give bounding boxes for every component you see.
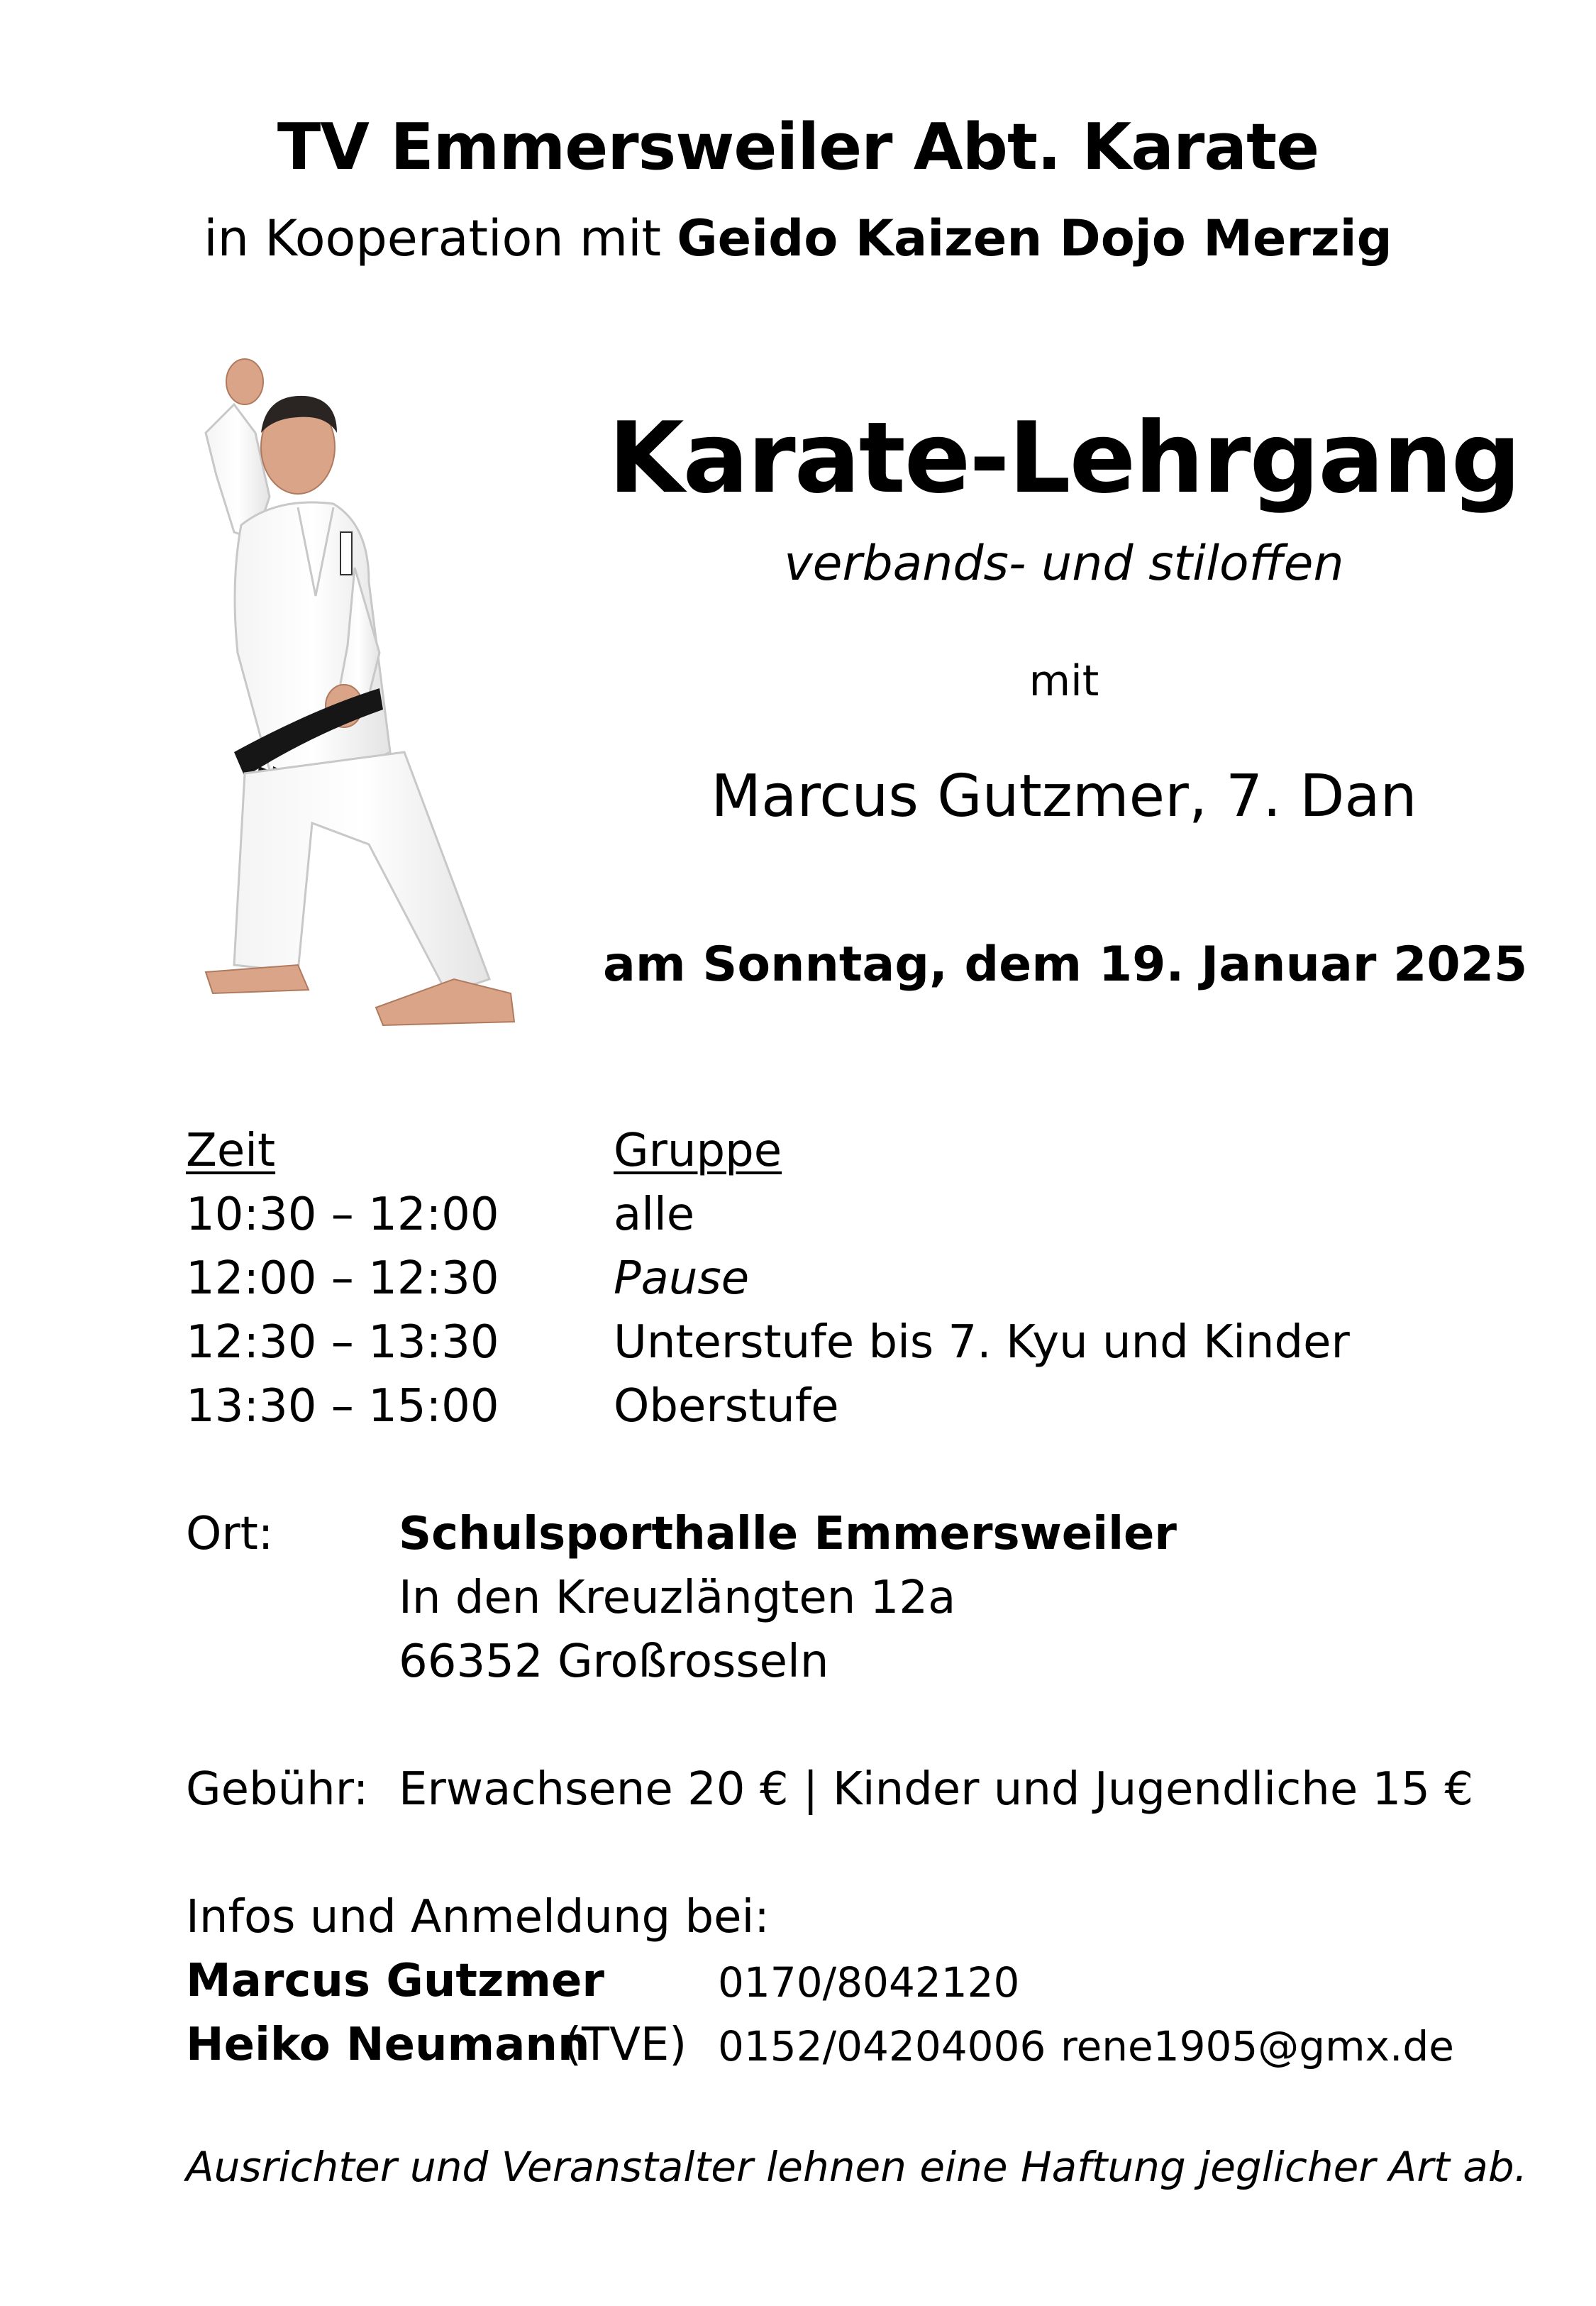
event-teacher: Marcus Gutzmer, 7. Dan [711,763,1417,830]
schedule-row-time: 10:30 – 12:00 [186,1188,499,1241]
schedule-time-header: Zeit [186,1125,276,1177]
schedule-row-time: 12:00 – 12:30 [186,1252,499,1305]
karateka-photo [192,355,525,1036]
schedule-row-group: Pause [614,1252,750,1305]
location-city: 66352 Großrosseln [399,1635,829,1688]
schedule-row-time: 12:30 – 13:30 [186,1316,499,1369]
cooperation-line [0,209,1596,267]
location-name: Schulsporthalle Emmersweiler [399,1508,1177,1560]
club-title: TV Emmersweiler Abt. Karate [277,110,1319,184]
contact-phone: 0152/04204006 [718,2022,1046,2070]
location-label: Ort: [186,1508,274,1560]
fee-label: Gebühr: [186,1763,369,1816]
event-subtitle: verbands- und stiloffen [784,536,1344,592]
schedule-row-group: alle [614,1188,695,1241]
contact-name: Marcus Gutzmer [186,1955,604,2007]
event-title: Karate-Lehrgang [608,401,1520,515]
contact-email[interactable]: rene1905@gmx.de [1060,2022,1454,2070]
schedule-row-group: Oberstufe [614,1380,839,1433]
contact-phone: 0170/8042120 [718,1958,1020,2007]
partner-dojo: Geido Kaizen Dojo Merzig [677,209,1392,267]
event-date: am Sonntag, dem 19. Januar 2025 [603,937,1528,993]
event-with-label: mit [1029,656,1099,706]
cooperation-prefix: in Kooperation mit [204,209,677,267]
liability-disclaimer: Ausrichter und Veranstalter lehnen eine Haftung jeglicher Art ab. [186,2143,1528,2191]
schedule-group-header: Gruppe [614,1125,782,1177]
schedule-row-group: Unterstufe bis 7. Kyu und Kinder [614,1316,1350,1369]
contact-name: Heiko Neumann [186,2019,590,2071]
contact-affiliation: (TVE) [564,2019,687,2071]
location-street: In den Kreuzlängten 12a [399,1572,956,1624]
fee-text: Erwachsene 20 € | Kinder und Jugendliche 15 € [399,1763,1474,1816]
schedule-row-time: 13:30 – 15:00 [186,1380,499,1433]
contact-heading: Infos und Anmeldung bei: [186,1891,770,1943]
